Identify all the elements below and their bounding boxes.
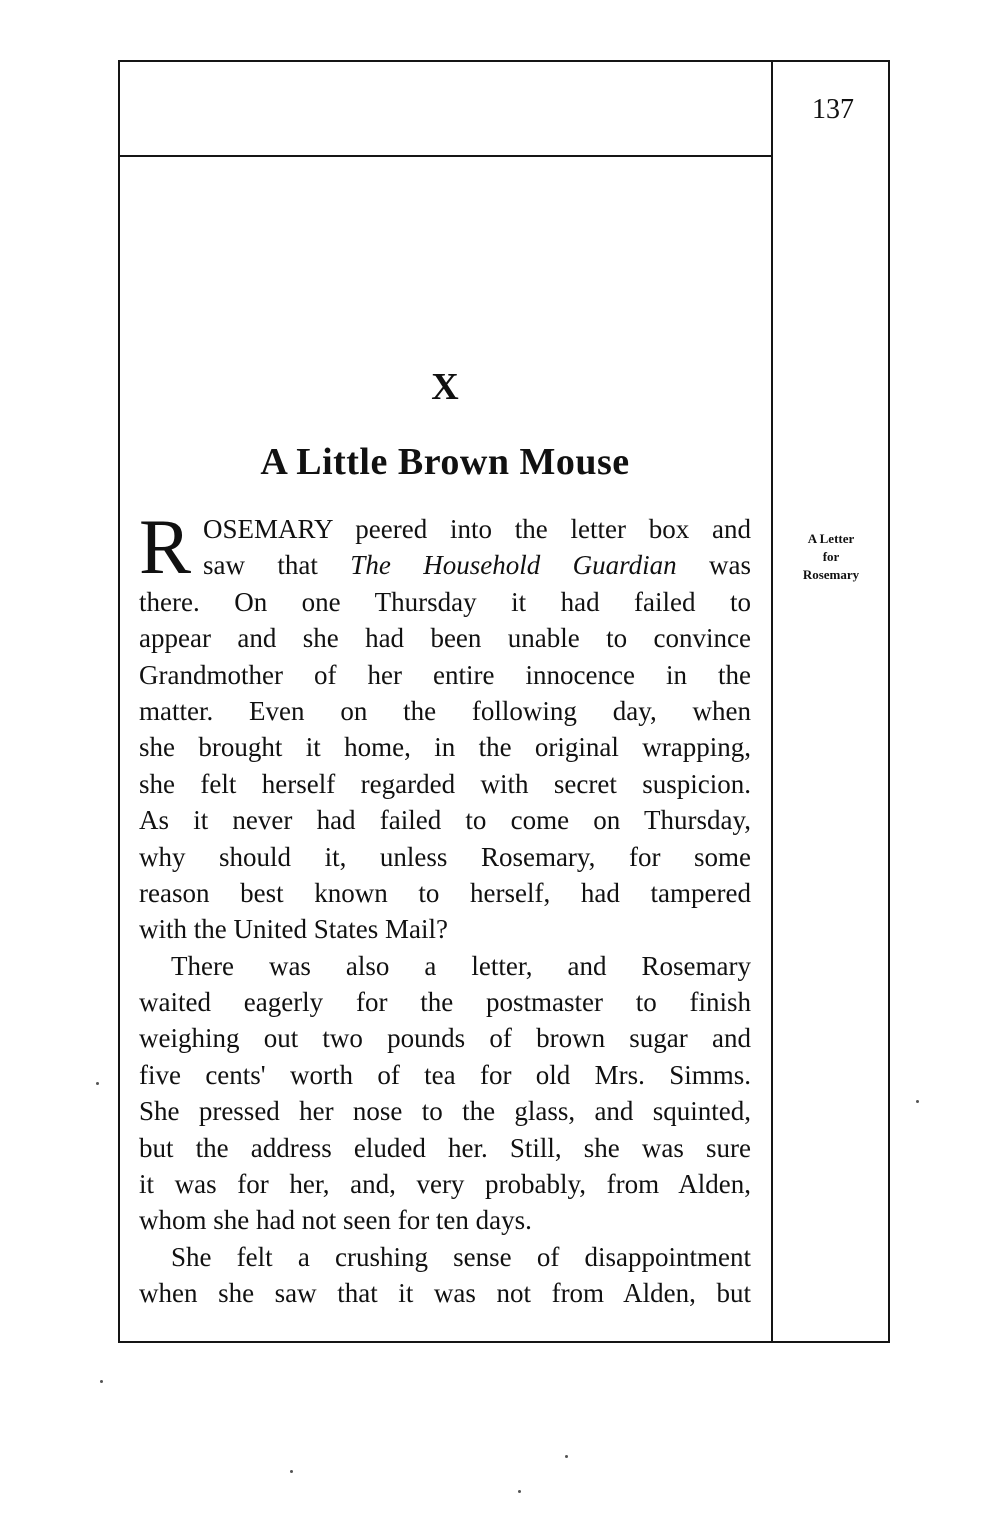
margin-column-divider [771,61,773,1342]
chapter-number: X [431,366,459,408]
drop-cap: R [139,503,192,590]
magazine-title: The Household Guardian [350,550,677,581]
text-line: it was for her, and, very probably, from Alden, [139,1169,751,1200]
text-line: she felt herself regarded with secret suspicion. [139,768,751,799]
margin-note-line: A Letter [807,531,855,546]
chapter-title: A Little Brown Mouse [260,441,630,483]
margin-note-line: Rosemary [802,567,860,582]
scan-speck [290,1470,293,1473]
text-line: saw that The Household Guardian was [203,550,751,581]
text-line: She felt a crushing sense of disappointment [171,1241,751,1272]
text-line: appear and she had been unable to convince [139,623,751,654]
scan-speck [916,1100,919,1103]
text-line: there. On one Thursday it had failed to [139,586,751,617]
margin-note-line: for [822,549,840,564]
text-line: five cents' worth of tea for old Mrs. Simms. [139,1059,751,1090]
text-line: she brought it home, in the original wrapping, [139,732,751,763]
scan-speck [100,1380,103,1383]
text-line: OSEMARY peered into the letter box and [203,514,751,544]
text-line: Grandmother of her entire innocence in the [139,659,751,690]
header-divider [119,155,771,157]
text-line: but the address eluded her. Still, she was sure [139,1132,751,1163]
text-line: why should it, unless Rosemary, for some [139,841,751,872]
text-line: There was also a letter, and Rosemary [171,950,751,981]
text-line: As it never had failed to come on Thursday, [139,805,751,836]
text-line: matter. Even on the following day, when [139,695,751,726]
margin-note [774,530,888,584]
text-line: reason best known to herself, had tampered [139,877,751,908]
text-line: She pressed her nose to the glass, and squinted, [139,1096,751,1127]
body-text [139,503,751,1312]
page-number: 137 [812,94,854,125]
text-line: with the United States Mail? [139,914,448,945]
scan-speck [96,1082,99,1085]
text-line: when she saw that it was not from Alden, but [139,1278,751,1309]
scan-speck [565,1455,568,1458]
text-line: weighing out two pounds of brown sugar and [139,1023,751,1054]
scan-speck [518,1490,521,1493]
text-line: whom she had not seen for ten days. [139,1205,532,1236]
text-line: waited eagerly for the postmaster to finish [139,987,751,1018]
